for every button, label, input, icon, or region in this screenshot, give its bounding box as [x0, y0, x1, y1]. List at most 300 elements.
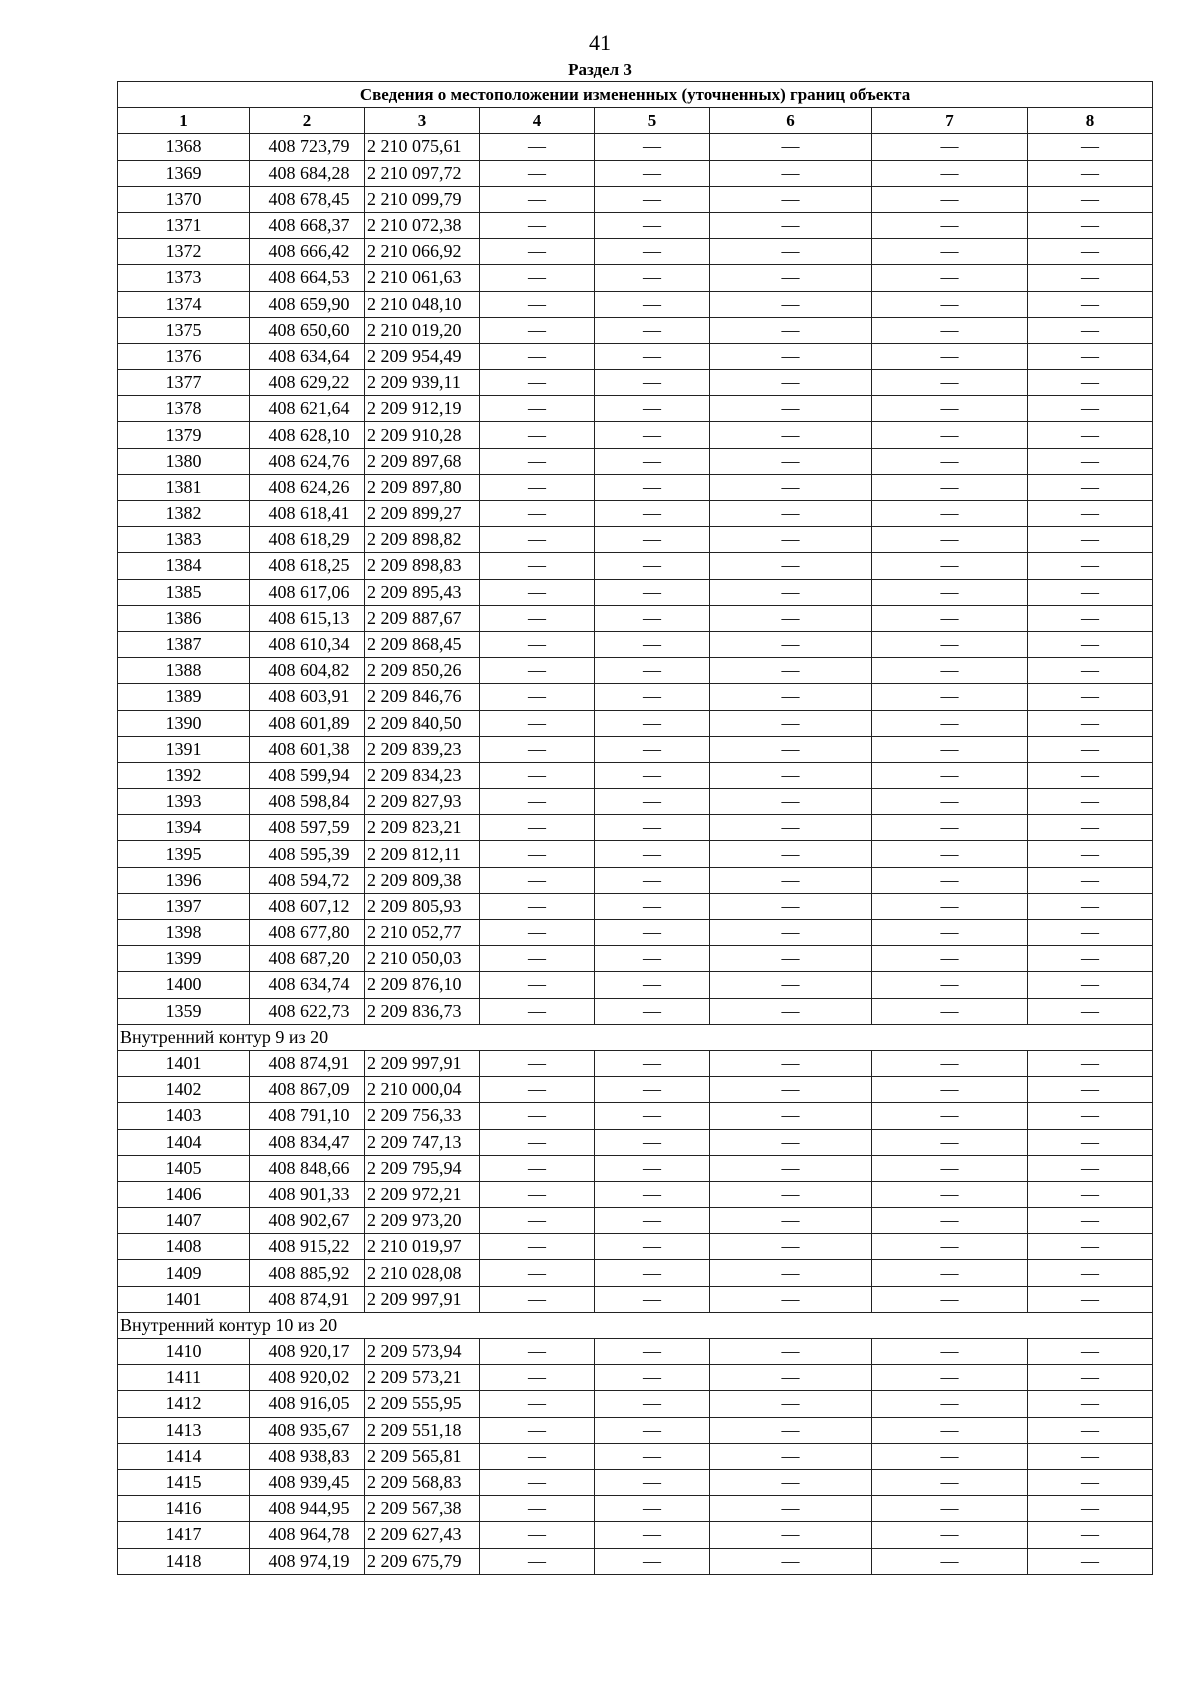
x-coordinate-cell: 408 687,20 — [250, 946, 365, 972]
x-coordinate-cell: 408 935,67 — [250, 1417, 365, 1443]
empty-value-cell: — — [872, 579, 1028, 605]
empty-value-cell: — — [595, 1469, 710, 1495]
empty-value-cell: — — [595, 1417, 710, 1443]
point-number-cell: 1400 — [118, 972, 250, 998]
point-number-cell: 1387 — [118, 631, 250, 657]
point-number-cell: 1380 — [118, 448, 250, 474]
empty-value-cell: — — [480, 291, 595, 317]
x-coordinate-cell: 408 901,33 — [250, 1181, 365, 1207]
x-coordinate-cell: 408 723,79 — [250, 134, 365, 160]
x-coordinate-cell: 408 944,95 — [250, 1496, 365, 1522]
empty-value-cell: — — [710, 501, 872, 527]
empty-value-cell: — — [710, 893, 872, 919]
column-header: 7 — [872, 108, 1028, 134]
empty-value-cell: — — [1028, 1417, 1153, 1443]
y-coordinate-cell: 2 209 795,94 — [365, 1155, 480, 1181]
column-header: 1 — [118, 108, 250, 134]
x-coordinate-cell: 408 939,45 — [250, 1469, 365, 1495]
point-number-cell: 1384 — [118, 553, 250, 579]
x-coordinate-cell: 408 599,94 — [250, 762, 365, 788]
empty-value-cell: — — [872, 1129, 1028, 1155]
empty-value-cell: — — [872, 946, 1028, 972]
empty-value-cell: — — [595, 710, 710, 736]
table-row — [118, 501, 1153, 527]
empty-value-cell: — — [710, 422, 872, 448]
empty-value-cell: — — [1028, 1496, 1153, 1522]
empty-value-cell: — — [710, 815, 872, 841]
point-number-cell: 1409 — [118, 1260, 250, 1286]
empty-value-cell: — — [1028, 1260, 1153, 1286]
empty-value-cell: — — [595, 265, 710, 291]
contour-heading-row — [118, 1024, 1153, 1050]
empty-value-cell: — — [710, 1339, 872, 1365]
empty-value-cell: — — [595, 1286, 710, 1312]
x-coordinate-cell: 408 604,82 — [250, 658, 365, 684]
empty-value-cell: — — [1028, 631, 1153, 657]
empty-value-cell: — — [1028, 1522, 1153, 1548]
empty-value-cell: — — [480, 1103, 595, 1129]
empty-value-cell: — — [872, 239, 1028, 265]
x-coordinate-cell: 408 916,05 — [250, 1391, 365, 1417]
empty-value-cell: — — [872, 1286, 1028, 1312]
empty-value-cell: — — [595, 684, 710, 710]
empty-value-cell: — — [595, 1181, 710, 1207]
empty-value-cell: — — [595, 579, 710, 605]
y-coordinate-cell: 2 209 895,43 — [365, 579, 480, 605]
empty-value-cell: — — [595, 239, 710, 265]
point-number-cell: 1386 — [118, 605, 250, 631]
table-row — [118, 789, 1153, 815]
empty-value-cell: — — [595, 1365, 710, 1391]
empty-value-cell: — — [595, 186, 710, 212]
empty-value-cell: — — [710, 1522, 872, 1548]
point-number-cell: 1374 — [118, 291, 250, 317]
empty-value-cell: — — [1028, 1077, 1153, 1103]
x-coordinate-cell: 408 634,74 — [250, 972, 365, 998]
empty-value-cell: — — [595, 1155, 710, 1181]
empty-value-cell: — — [595, 1208, 710, 1234]
point-number-cell: 1370 — [118, 186, 250, 212]
empty-value-cell: — — [480, 317, 595, 343]
empty-value-cell: — — [480, 920, 595, 946]
x-coordinate-cell: 408 964,78 — [250, 1522, 365, 1548]
point-number-cell: 1412 — [118, 1391, 250, 1417]
table-row — [118, 867, 1153, 893]
empty-value-cell: — — [595, 605, 710, 631]
x-coordinate-cell: 408 920,17 — [250, 1339, 365, 1365]
empty-value-cell: — — [872, 448, 1028, 474]
y-coordinate-cell: 2 209 565,81 — [365, 1443, 480, 1469]
point-number-cell: 1405 — [118, 1155, 250, 1181]
point-number-cell: 1373 — [118, 265, 250, 291]
point-number-cell: 1403 — [118, 1103, 250, 1129]
empty-value-cell: — — [480, 422, 595, 448]
empty-value-cell: — — [595, 1077, 710, 1103]
empty-value-cell: — — [872, 893, 1028, 919]
point-number-cell: 1404 — [118, 1129, 250, 1155]
table-row — [118, 1155, 1153, 1181]
y-coordinate-cell: 2 210 072,38 — [365, 212, 480, 238]
empty-value-cell: — — [872, 553, 1028, 579]
table-body — [118, 134, 1153, 1574]
x-coordinate-cell: 408 624,76 — [250, 448, 365, 474]
empty-value-cell: — — [872, 370, 1028, 396]
point-number-cell: 1372 — [118, 239, 250, 265]
empty-value-cell: — — [1028, 920, 1153, 946]
x-coordinate-cell: 408 938,83 — [250, 1443, 365, 1469]
x-coordinate-cell: 408 618,25 — [250, 553, 365, 579]
y-coordinate-cell: 2 209 627,43 — [365, 1522, 480, 1548]
empty-value-cell: — — [872, 291, 1028, 317]
table-row — [118, 893, 1153, 919]
table-row — [118, 841, 1153, 867]
empty-value-cell: — — [710, 1155, 872, 1181]
empty-value-cell: — — [480, 998, 595, 1024]
empty-value-cell: — — [872, 186, 1028, 212]
empty-value-cell: — — [480, 710, 595, 736]
y-coordinate-cell: 2 210 048,10 — [365, 291, 480, 317]
empty-value-cell: — — [480, 1496, 595, 1522]
empty-value-cell: — — [1028, 317, 1153, 343]
table-row — [118, 1365, 1153, 1391]
x-coordinate-cell: 408 678,45 — [250, 186, 365, 212]
point-number-cell: 1394 — [118, 815, 250, 841]
empty-value-cell: — — [710, 1469, 872, 1495]
point-number-cell: 1411 — [118, 1365, 250, 1391]
empty-value-cell: — — [595, 1103, 710, 1129]
empty-value-cell: — — [1028, 1548, 1153, 1574]
x-coordinate-cell: 408 684,28 — [250, 160, 365, 186]
table-row — [118, 1260, 1153, 1286]
point-number-cell: 1414 — [118, 1443, 250, 1469]
empty-value-cell: — — [595, 527, 710, 553]
empty-value-cell: — — [872, 841, 1028, 867]
point-number-cell: 1392 — [118, 762, 250, 788]
empty-value-cell: — — [1028, 1155, 1153, 1181]
empty-value-cell: — — [595, 1522, 710, 1548]
empty-value-cell: — — [872, 920, 1028, 946]
empty-value-cell: — — [872, 815, 1028, 841]
empty-value-cell: — — [1028, 605, 1153, 631]
y-coordinate-cell: 2 210 028,08 — [365, 1260, 480, 1286]
y-coordinate-cell: 2 210 019,20 — [365, 317, 480, 343]
x-coordinate-cell: 408 607,12 — [250, 893, 365, 919]
empty-value-cell: — — [710, 343, 872, 369]
empty-value-cell: — — [1028, 736, 1153, 762]
point-number-cell: 1393 — [118, 789, 250, 815]
empty-value-cell: — — [480, 1443, 595, 1469]
empty-value-cell: — — [1028, 265, 1153, 291]
y-coordinate-cell: 2 209 897,68 — [365, 448, 480, 474]
x-coordinate-cell: 408 629,22 — [250, 370, 365, 396]
y-coordinate-cell: 2 209 939,11 — [365, 370, 480, 396]
table-row — [118, 239, 1153, 265]
table-row — [118, 422, 1153, 448]
empty-value-cell: — — [1028, 160, 1153, 186]
empty-value-cell: — — [710, 474, 872, 500]
x-coordinate-cell: 408 634,64 — [250, 343, 365, 369]
table-row — [118, 343, 1153, 369]
table-row — [118, 1077, 1153, 1103]
empty-value-cell: — — [872, 998, 1028, 1024]
empty-value-cell: — — [595, 1050, 710, 1076]
x-coordinate-cell: 408 650,60 — [250, 317, 365, 343]
page-number: 41 — [589, 30, 611, 55]
empty-value-cell: — — [595, 972, 710, 998]
empty-value-cell: — — [595, 867, 710, 893]
empty-value-cell: — — [872, 1339, 1028, 1365]
empty-value-cell: — — [480, 1339, 595, 1365]
empty-value-cell: — — [710, 239, 872, 265]
y-coordinate-cell: 2 210 000,04 — [365, 1077, 480, 1103]
empty-value-cell: — — [710, 160, 872, 186]
table-row — [118, 920, 1153, 946]
empty-value-cell: — — [710, 1234, 872, 1260]
table-row — [118, 736, 1153, 762]
y-coordinate-cell: 2 209 850,26 — [365, 658, 480, 684]
empty-value-cell: — — [480, 527, 595, 553]
empty-value-cell: — — [710, 186, 872, 212]
column-header: 5 — [595, 108, 710, 134]
y-coordinate-cell: 2 210 097,72 — [365, 160, 480, 186]
x-coordinate-cell: 408 618,41 — [250, 501, 365, 527]
empty-value-cell: — — [1028, 1339, 1153, 1365]
column-header: 8 — [1028, 108, 1153, 134]
x-coordinate-cell: 408 885,92 — [250, 1260, 365, 1286]
empty-value-cell: — — [1028, 815, 1153, 841]
empty-value-cell: — — [1028, 474, 1153, 500]
empty-value-cell: — — [872, 474, 1028, 500]
column-header: 2 — [250, 108, 365, 134]
y-coordinate-cell: 2 209 840,50 — [365, 710, 480, 736]
point-number-cell: 1377 — [118, 370, 250, 396]
empty-value-cell: — — [710, 684, 872, 710]
table-row — [118, 1050, 1153, 1076]
empty-value-cell: — — [710, 1129, 872, 1155]
empty-value-cell: — — [710, 1443, 872, 1469]
y-coordinate-cell: 2 210 052,77 — [365, 920, 480, 946]
table-row — [118, 1417, 1153, 1443]
empty-value-cell: — — [872, 1181, 1028, 1207]
x-coordinate-cell: 408 974,19 — [250, 1548, 365, 1574]
empty-value-cell: — — [710, 1496, 872, 1522]
table-row — [118, 1469, 1153, 1495]
empty-value-cell: — — [1028, 134, 1153, 160]
point-number-cell: 1399 — [118, 946, 250, 972]
y-coordinate-cell: 2 209 809,38 — [365, 867, 480, 893]
empty-value-cell: — — [710, 631, 872, 657]
y-coordinate-cell: 2 210 099,79 — [365, 186, 480, 212]
y-coordinate-cell: 2 209 834,23 — [365, 762, 480, 788]
empty-value-cell: — — [710, 789, 872, 815]
empty-value-cell: — — [1028, 658, 1153, 684]
table-row — [118, 474, 1153, 500]
empty-value-cell: — — [872, 710, 1028, 736]
x-coordinate-cell: 408 615,13 — [250, 605, 365, 631]
point-number-cell: 1390 — [118, 710, 250, 736]
empty-value-cell: — — [1028, 186, 1153, 212]
point-number-cell: 1401 — [118, 1050, 250, 1076]
x-coordinate-cell: 408 598,84 — [250, 789, 365, 815]
empty-value-cell: — — [710, 1260, 872, 1286]
empty-value-cell: — — [480, 762, 595, 788]
table-row — [118, 1522, 1153, 1548]
x-coordinate-cell: 408 867,09 — [250, 1077, 365, 1103]
table-row — [118, 527, 1153, 553]
empty-value-cell: — — [595, 134, 710, 160]
x-coordinate-cell: 408 915,22 — [250, 1234, 365, 1260]
x-coordinate-cell: 408 791,10 — [250, 1103, 365, 1129]
empty-value-cell: — — [480, 736, 595, 762]
empty-value-cell: — — [480, 160, 595, 186]
empty-value-cell: — — [872, 1077, 1028, 1103]
table-row — [118, 396, 1153, 422]
y-coordinate-cell: 2 210 066,92 — [365, 239, 480, 265]
empty-value-cell: — — [595, 1234, 710, 1260]
empty-value-cell: — — [1028, 1208, 1153, 1234]
empty-value-cell: — — [872, 1391, 1028, 1417]
empty-value-cell: — — [595, 1443, 710, 1469]
empty-value-cell: — — [1028, 946, 1153, 972]
y-coordinate-cell: 2 209 827,93 — [365, 789, 480, 815]
y-coordinate-cell: 2 210 075,61 — [365, 134, 480, 160]
empty-value-cell: — — [480, 186, 595, 212]
empty-value-cell: — — [1028, 893, 1153, 919]
empty-value-cell: — — [595, 291, 710, 317]
empty-value-cell: — — [480, 1548, 595, 1574]
empty-value-cell: — — [1028, 841, 1153, 867]
empty-value-cell: — — [595, 658, 710, 684]
table-row — [118, 553, 1153, 579]
empty-value-cell: — — [1028, 710, 1153, 736]
empty-value-cell: — — [595, 1339, 710, 1365]
empty-value-cell: — — [1028, 291, 1153, 317]
point-number-cell: 1375 — [118, 317, 250, 343]
x-coordinate-cell: 408 594,72 — [250, 867, 365, 893]
table-row — [118, 605, 1153, 631]
empty-value-cell: — — [1028, 370, 1153, 396]
empty-value-cell: — — [480, 1077, 595, 1103]
section-title: Раздел 3 — [568, 60, 632, 79]
y-coordinate-cell: 2 209 805,93 — [365, 893, 480, 919]
empty-value-cell: — — [710, 867, 872, 893]
empty-value-cell: — — [872, 396, 1028, 422]
empty-value-cell: — — [872, 605, 1028, 631]
empty-value-cell: — — [710, 1077, 872, 1103]
y-coordinate-cell: 2 209 972,21 — [365, 1181, 480, 1207]
empty-value-cell: — — [480, 658, 595, 684]
empty-value-cell: — — [480, 815, 595, 841]
empty-value-cell: — — [480, 396, 595, 422]
empty-value-cell: — — [1028, 789, 1153, 815]
table-row — [118, 658, 1153, 684]
empty-value-cell: — — [710, 605, 872, 631]
empty-value-cell: — — [872, 867, 1028, 893]
y-coordinate-cell: 2 209 910,28 — [365, 422, 480, 448]
empty-value-cell: — — [1028, 1234, 1153, 1260]
table-row — [118, 1391, 1153, 1417]
table-row — [118, 631, 1153, 657]
table-row — [118, 186, 1153, 212]
empty-value-cell: — — [480, 343, 595, 369]
table-header-row — [118, 108, 1153, 134]
table-row — [118, 710, 1153, 736]
empty-value-cell: — — [710, 1417, 872, 1443]
empty-value-cell: — — [595, 1260, 710, 1286]
empty-value-cell: — — [872, 631, 1028, 657]
empty-value-cell: — — [1028, 579, 1153, 605]
point-number-cell: 1371 — [118, 212, 250, 238]
empty-value-cell: — — [872, 1548, 1028, 1574]
point-number-cell: 1415 — [118, 1469, 250, 1495]
empty-value-cell: — — [595, 789, 710, 815]
empty-value-cell: — — [595, 1496, 710, 1522]
empty-value-cell: — — [595, 631, 710, 657]
x-coordinate-cell: 408 601,89 — [250, 710, 365, 736]
y-coordinate-cell: 2 209 839,23 — [365, 736, 480, 762]
y-coordinate-cell: 2 209 823,21 — [365, 815, 480, 841]
empty-value-cell: — — [595, 396, 710, 422]
empty-value-cell: — — [872, 736, 1028, 762]
table-row — [118, 291, 1153, 317]
empty-value-cell: — — [1028, 501, 1153, 527]
point-number-cell: 1410 — [118, 1339, 250, 1365]
point-number-cell: 1407 — [118, 1208, 250, 1234]
empty-value-cell: — — [480, 474, 595, 500]
empty-value-cell: — — [480, 579, 595, 605]
empty-value-cell: — — [1028, 1103, 1153, 1129]
empty-value-cell: — — [710, 1181, 872, 1207]
empty-value-cell: — — [710, 736, 872, 762]
x-coordinate-cell: 408 874,91 — [250, 1050, 365, 1076]
table-row — [118, 1103, 1153, 1129]
empty-value-cell: — — [872, 212, 1028, 238]
empty-value-cell: — — [872, 1496, 1028, 1522]
empty-value-cell: — — [710, 1286, 872, 1312]
empty-value-cell: — — [872, 1522, 1028, 1548]
y-coordinate-cell: 2 209 812,11 — [365, 841, 480, 867]
empty-value-cell: — — [1028, 422, 1153, 448]
y-coordinate-cell: 2 209 836,73 — [365, 998, 480, 1024]
empty-value-cell: — — [480, 448, 595, 474]
empty-value-cell: — — [872, 1234, 1028, 1260]
y-coordinate-cell: 2 209 887,67 — [365, 605, 480, 631]
empty-value-cell: — — [480, 841, 595, 867]
point-number-cell: 1401 — [118, 1286, 250, 1312]
empty-value-cell: — — [480, 553, 595, 579]
x-coordinate-cell: 408 610,34 — [250, 631, 365, 657]
table-row — [118, 1129, 1153, 1155]
empty-value-cell: — — [595, 1548, 710, 1574]
point-number-cell: 1406 — [118, 1181, 250, 1207]
empty-value-cell: — — [710, 265, 872, 291]
empty-value-cell: — — [872, 1443, 1028, 1469]
table-row — [118, 579, 1153, 605]
coordinates-table — [117, 81, 1153, 1575]
empty-value-cell: — — [710, 317, 872, 343]
empty-value-cell: — — [1028, 762, 1153, 788]
y-coordinate-cell: 2 209 899,27 — [365, 501, 480, 527]
y-coordinate-cell: 2 209 555,95 — [365, 1391, 480, 1417]
empty-value-cell: — — [595, 920, 710, 946]
empty-value-cell: — — [710, 762, 872, 788]
table-row — [118, 1339, 1153, 1365]
y-coordinate-cell: 2 209 973,20 — [365, 1208, 480, 1234]
y-coordinate-cell: 2 209 756,33 — [365, 1103, 480, 1129]
empty-value-cell: — — [710, 1208, 872, 1234]
table-row — [118, 815, 1153, 841]
point-number-cell: 1382 — [118, 501, 250, 527]
